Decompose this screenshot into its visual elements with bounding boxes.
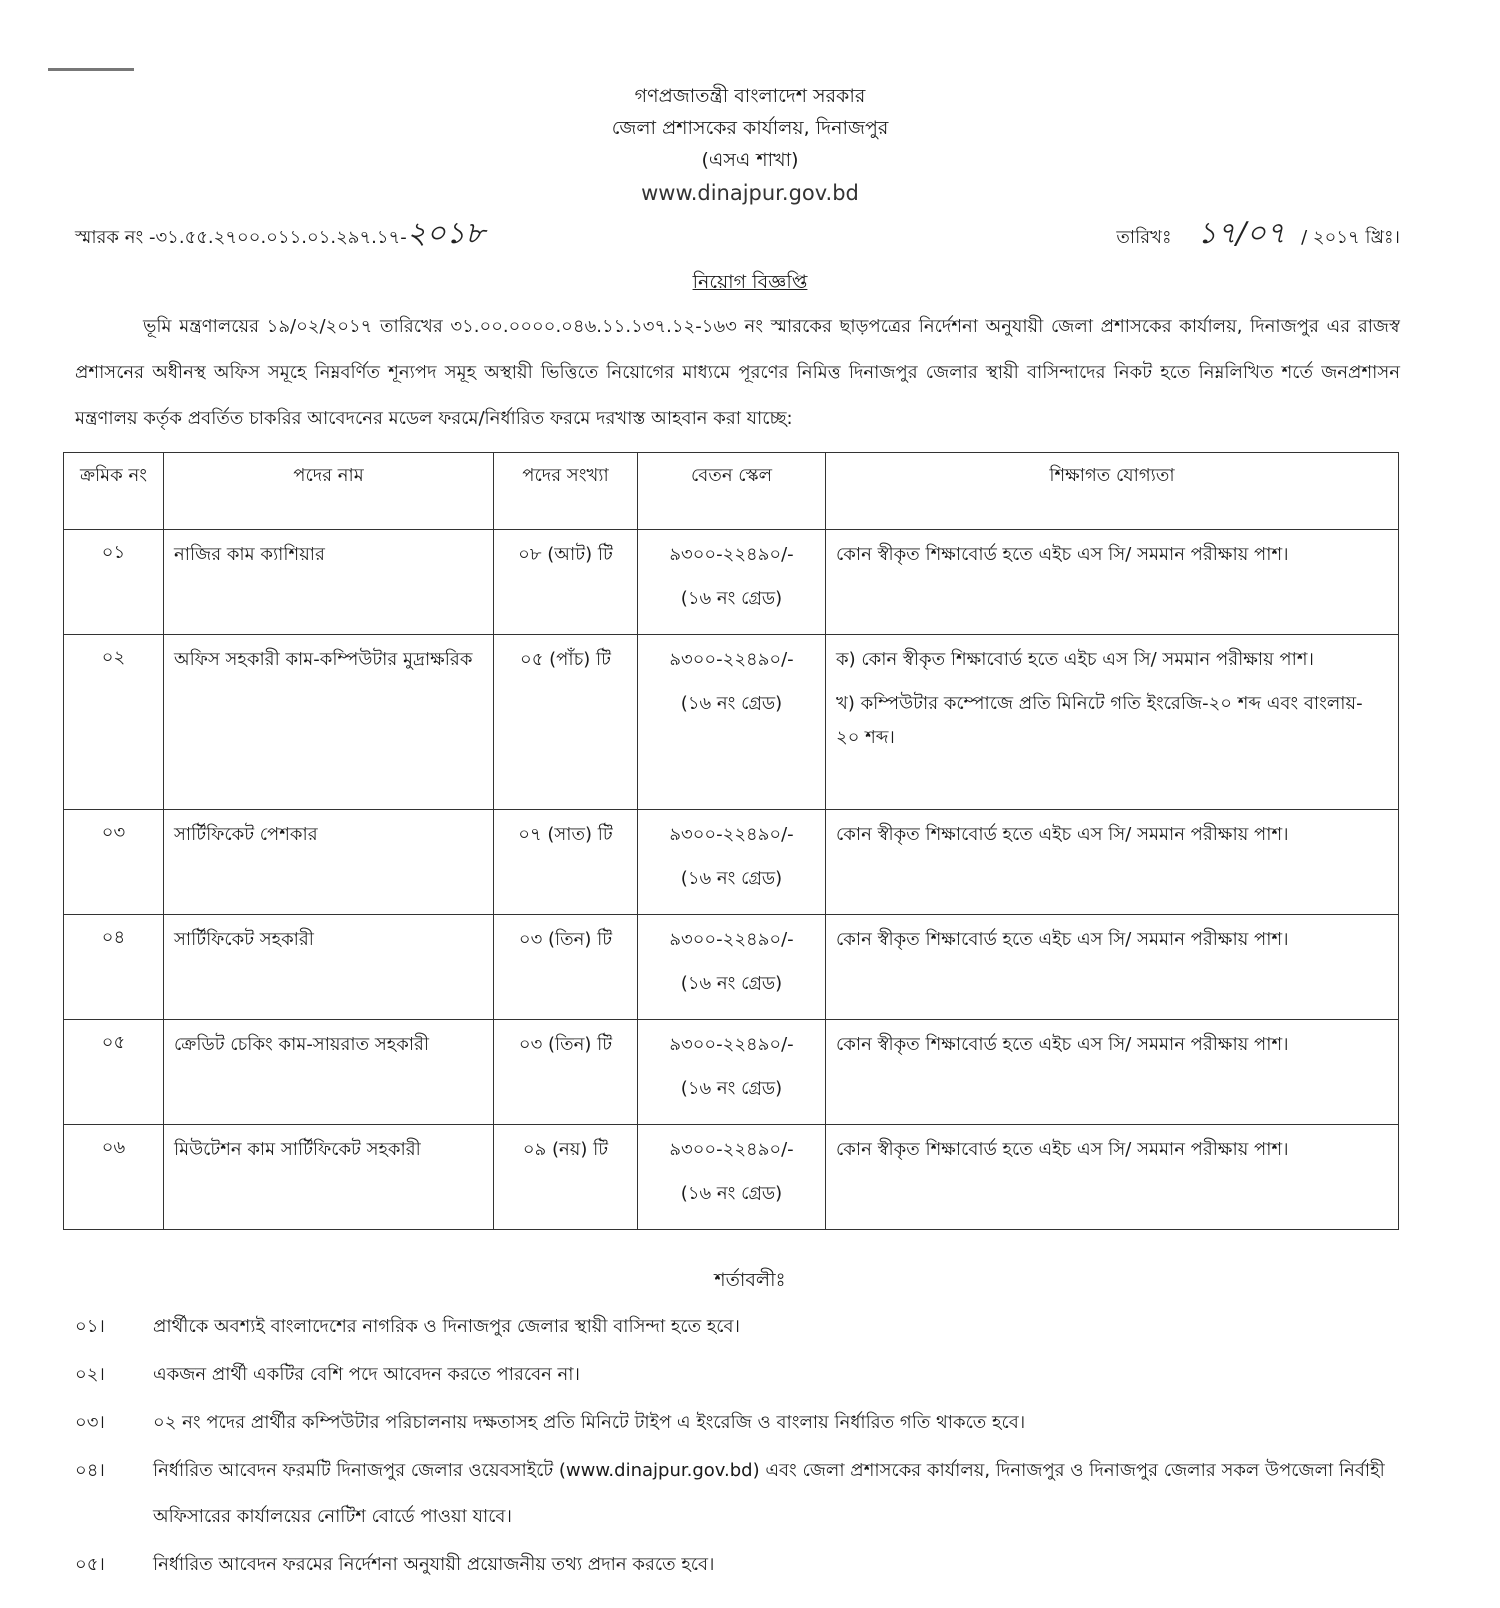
header-scale: বেতন স্কেল <box>638 453 826 530</box>
cell-count <box>494 1125 638 1230</box>
table-row <box>64 1020 1399 1125</box>
memo-number <box>75 214 485 258</box>
table-row <box>64 1125 1399 1230</box>
qualification-line: কোন স্বীকৃত শিক্ষাবোর্ড হতে এইচ এস সি/ সমমান পরীক্ষায় পাশ। <box>836 929 1289 950</box>
scale-value: ৯৩০০-২২৪৯০/- <box>669 1139 794 1160</box>
header-count: পদের সংখ্যা <box>494 453 638 530</box>
qualification-line: ক) কোন স্বীকৃত শিক্ষাবোর্ড হতে এইচ এস সি/ সমমান পরীক্ষায় পাশ। <box>836 649 1314 670</box>
cell-scale <box>638 915 826 1020</box>
count-value: ০৯ (নয়) টি <box>522 1139 609 1160</box>
cell-serial: ০২ <box>64 635 164 810</box>
condition-text: ০২ নং পদের প্রার্থীর কম্পিউটার পরিচালনায় দক্ষতাসহ প্রতি মিনিটে টাইপ এ ইংরেজি ও বাংলায় নির্ধারিত গতি থাকতে হবে। <box>153 1412 1026 1433</box>
memo-label: স্মারক নং -৩১.৫৫.২৭০০.০১১.০১.২৯৭.১৭- <box>75 227 407 248</box>
qualification-line: কোন স্বীকৃত শিক্ষাবোর্ড হতে এইচ এস সি/ সমমান পরীক্ষায় পাশ। <box>836 824 1289 845</box>
condition-number: ০৪। <box>75 1460 105 1481</box>
grade-value: (১৬ নং গ্রেড) <box>680 1183 783 1204</box>
header-website: www.dinajpur.gov.bd <box>641 181 859 205</box>
cell-scale <box>638 1020 826 1125</box>
cell-qualification <box>826 915 1399 1020</box>
cell-count <box>494 1020 638 1125</box>
date-suffix: / ২০১৭ খ্রিঃ। <box>1301 227 1400 248</box>
scan-mark <box>48 68 134 71</box>
table-row <box>64 635 1399 810</box>
conditions-title: শর্তাবলীঃ <box>714 1269 786 1291</box>
condition-text: একজন প্রার্থী একটির বেশি পদে আবেদন করতে পারবেন না। <box>153 1364 580 1385</box>
condition-item <box>75 1542 1405 1588</box>
cell-count <box>494 810 638 915</box>
cell-post <box>164 635 494 810</box>
condition-number: ০৩। <box>75 1412 105 1433</box>
condition-number: ০২। <box>75 1364 105 1385</box>
count-value: ০৩ (তিন) টি <box>518 929 613 950</box>
cell-count <box>494 530 638 635</box>
header-government: গণপ্রজাতন্ত্রী বাংলাদেশ সরকার <box>634 85 866 107</box>
cell-serial: ০৫ <box>64 1020 164 1125</box>
cell-serial: ০৪ <box>64 915 164 1020</box>
cell-post <box>164 915 494 1020</box>
header-section: (এসএ শাখা) <box>701 149 799 171</box>
conditions-list <box>75 1304 1405 1588</box>
grade-value: (১৬ নং গ্রেড) <box>680 693 783 714</box>
table-row <box>64 915 1399 1020</box>
qualification-line: কোন স্বীকৃত শিক্ষাবোর্ড হতে এইচ এস সি/ সমমান পরীক্ষায় পাশ। <box>836 544 1289 565</box>
scale-value: ৯৩০০-২২৪৯০/- <box>669 544 794 565</box>
qualification-line: কোন স্বীকৃত শিক্ষাবোর্ড হতে এইচ এস সি/ সমমান পরীক্ষায় পাশ। <box>836 1139 1289 1160</box>
post-name: মিউটেশন কাম সার্টিফিকেট সহকারী <box>174 1139 421 1160</box>
grade-value: (১৬ নং গ্রেড) <box>680 1078 783 1099</box>
header-qualification: শিক্ষাগত যোগ্যতা <box>826 453 1399 530</box>
count-value: ০৫ (পাঁচ) টি <box>520 649 611 670</box>
scale-value: ৯৩০০-২২৪৯০/- <box>669 649 794 670</box>
cell-serial: ০১ <box>64 530 164 635</box>
cell-qualification <box>826 530 1399 635</box>
cell-scale <box>638 1125 826 1230</box>
condition-item <box>75 1304 1405 1350</box>
post-name: নাজির কাম ক্যাশিয়ার <box>174 544 325 565</box>
cell-scale <box>638 635 826 810</box>
condition-item <box>75 1352 1405 1398</box>
cell-qualification <box>826 1020 1399 1125</box>
intro-paragraph: ভূমি মন্ত্রণালয়ের ১৯/০২/২০১৭ তারিখের ৩১.০০.০০০০.০৪৬.১১.১৩৭.১২-১৬৩ নং স্মারকের ছাড়পত্রের নির্দেশনা অনুযায়ী জেলা প্রশাসকের কার্যালয়, দিনাজপুর এর রাজস্ব প্রশাসনের অধীনস্থ অফিস সমূহে নিম্নবর্ণিত শূন্যপদ সমূহ অস্থায়ী ভিত্তিতে নিয়োগের মাধ্যমে পূরণের নিমিত্ত দিনাজপুর জেলার স্থায়ী বাসিন্দাদের নিকট হতে নিম্নলিখিত শর্তে জনপ্রশাসন মন্ত্রণালয় কর্তৃক প্রবর্তিত চাকরির আবেদনের মডেল ফরমে/নির্ধারিত ফরমে দরখাস্ত আহবান করা যাচ্ছে: <box>75 316 1400 429</box>
post-name: অফিস সহকারী কাম-কম্পিউটার মুদ্রাক্ষরিক <box>174 649 473 670</box>
memo-date <box>1116 214 1400 258</box>
condition-number: ০৫। <box>75 1554 105 1575</box>
date-label: তারিখঃ <box>1116 227 1172 248</box>
grade-value: (১৬ নং গ্রেড) <box>680 868 783 889</box>
cell-post <box>164 1020 494 1125</box>
header-post: পদের নাম <box>164 453 494 530</box>
memo-line <box>75 214 1400 258</box>
qualification-line: কোন স্বীকৃত শিক্ষাবোর্ড হতে এইচ এস সি/ সমমান পরীক্ষায় পাশ। <box>836 1034 1289 1055</box>
scale-value: ৯৩০০-২২৪৯০/- <box>669 929 794 950</box>
cell-post <box>164 530 494 635</box>
cell-post <box>164 810 494 915</box>
cell-post <box>164 1125 494 1230</box>
post-name: সার্টিফিকেট সহকারী <box>174 929 314 950</box>
condition-text: প্রার্থীকে অবশ্যই বাংলাদেশের নাগরিক ও দিনাজপুর জেলার স্থায়ী বাসিন্দা হতে হবে। <box>153 1316 740 1337</box>
condition-item <box>75 1448 1405 1540</box>
date-handwritten: ১৭/০৭ <box>1197 216 1286 251</box>
grade-value: (১৬ নং গ্রেড) <box>680 973 783 994</box>
cell-qualification <box>826 635 1399 810</box>
cell-count <box>494 635 638 810</box>
condition-text: নির্ধারিত আবেদন ফরমটি দিনাজপুর জেলার ওয়েবসাইটে (www.dinajpur.gov.bd) এবং জেলা প্রশাসকের কার্যালয়, দিনাজপুর ও দিনাজপুর জেলার সকল উপজেলা নির্বাহী অফিসারের কার্যালয়ের নোটিশ বোর্ডে পাওয়া যাবে। <box>153 1460 1385 1527</box>
condition-text: নির্ধারিত আবেদন ফরমের নির্দেশনা অনুযায়ী প্রয়োজনীয় তথ্য প্রদান করতে হবে। <box>153 1554 715 1575</box>
scale-value: ৯৩০০-২২৪৯০/- <box>669 824 794 845</box>
cell-qualification <box>826 1125 1399 1230</box>
table-row <box>64 810 1399 915</box>
cell-serial: ০৩ <box>64 810 164 915</box>
condition-number: ০১। <box>75 1316 105 1337</box>
header-office: জেলা প্রশাসকের কার্যালয়, দিনাজপুর <box>611 117 889 139</box>
vacancy-table <box>63 452 1399 1230</box>
header-serial: ক্রমিক নং <box>64 453 164 530</box>
cell-count <box>494 915 638 1020</box>
condition-item <box>75 1400 1405 1446</box>
cell-qualification <box>826 810 1399 915</box>
count-value: ০৮ (আট) টি <box>518 544 613 565</box>
memo-handwritten-number: ২০১৮ <box>406 216 485 251</box>
count-value: ০৭ (সাত) টি <box>518 824 613 845</box>
table-row <box>64 530 1399 635</box>
notice-title <box>0 266 1500 298</box>
notice-title-text: নিয়োগ বিজ্ঞপ্তি <box>692 271 808 293</box>
grade-value: (১৬ নং গ্রেড) <box>680 588 783 609</box>
scale-value: ৯৩০০-২২৪৯০/- <box>669 1034 794 1055</box>
post-name: ক্রেডিট চেকিং কাম-সায়রাত সহকারী <box>174 1034 430 1055</box>
cell-serial: ০৬ <box>64 1125 164 1230</box>
table-header-row <box>64 453 1399 530</box>
qualification-line: খ) কম্পিউটার কম্পোজে প্রতি মিনিটে গতি ইংরেজি-২০ শব্দ এবং বাংলায়- ২০ শব্দ। <box>836 693 1363 748</box>
post-name: সার্টিফিকেট পেশকার <box>174 824 318 845</box>
count-value: ০৩ (তিন) টি <box>518 1034 613 1055</box>
cell-scale <box>638 810 826 915</box>
cell-scale <box>638 530 826 635</box>
